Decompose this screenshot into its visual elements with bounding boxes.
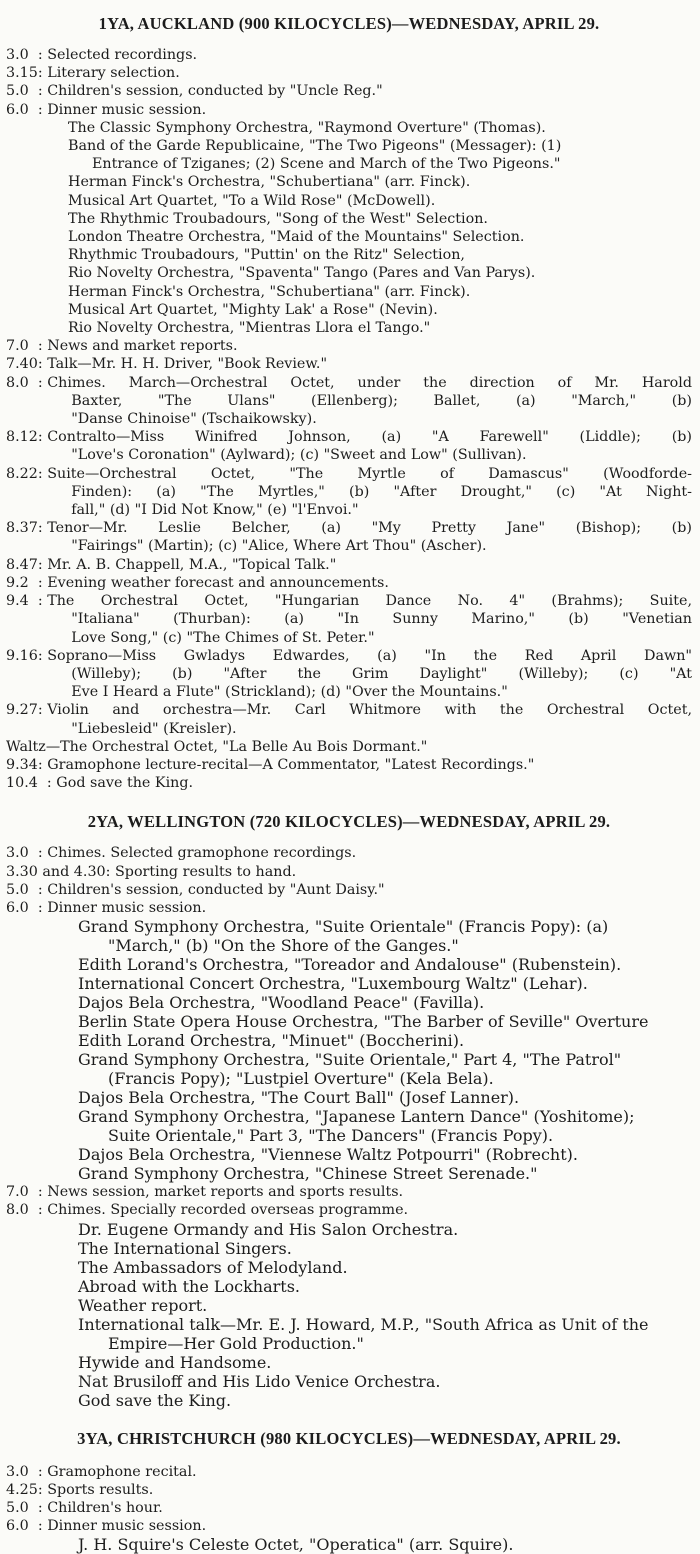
program-text-line: "Danse Chinoise" (Tschaikowsky). [71, 411, 317, 428]
program-text-line: Chimes. March—Orchestral Octet, under the direction of Mr. Harold [47, 374, 692, 391]
program-time: 6.0 : [6, 101, 48, 118]
program-time: 9.27: [6, 702, 48, 719]
program-text-line: Literary selection. [47, 65, 180, 82]
program-entry [6, 428, 692, 464]
program-entry [6, 46, 692, 64]
evening-program-list-1ya [6, 337, 692, 792]
program-entry [6, 844, 692, 862]
dinner-music-item: Edith Lorand Orchestra, "Minuet" (Boccherini). [78, 1031, 465, 1051]
program-time: 8.0 : [6, 374, 48, 391]
evening-program-list-2ya [6, 1183, 692, 1219]
program-text-line: Tenor—Mr. Leslie Belcher, (a) "My Pretty Jane" (Bishop); (b) [47, 520, 692, 537]
program-description [6, 738, 692, 756]
dinner-music-item: (Francis Popy); "Lustpiel Overture" (Kela Bela). [108, 1069, 494, 1089]
program-time: 5.0 : [6, 1499, 48, 1516]
program-time: 9.4 : [6, 593, 48, 610]
program-list-2ya [6, 844, 692, 917]
dinner-music-item: J. H. Squire's Celeste Octet, "Operatica" (arr. Squire). [78, 1535, 514, 1554]
dinner-music-item: Dajos Bela Orchestra, "Viennese Waltz Potpourri" (Robrecht). [78, 1145, 578, 1165]
program-description [47, 1499, 692, 1517]
dinner-music-item: Berlin State Opera House Orchestra, "The Barber of Seville" Overture [78, 1012, 649, 1032]
program-entry [6, 519, 692, 555]
program-text-line: The Orchestral Octet, "Hungarian Dance No. 4" (Brahms); Suite, [47, 593, 692, 610]
program-entry [6, 556, 692, 574]
program-description [47, 337, 692, 355]
dinner-music-item: Musical Art Quartet, "Mighty Lak' a Rose" (Nevin). [68, 301, 438, 318]
program-entry [6, 82, 692, 100]
program-entry [6, 1517, 692, 1535]
program-text-line: Sports results. [47, 1481, 154, 1498]
program-text-line: Contralto—Miss Winifred Johnson, (a) "A Farewell" (Liddle); (b) [47, 429, 692, 446]
program-description [47, 428, 692, 464]
overseas-programme-list-2ya [6, 1220, 692, 1410]
dinner-music-item: Rhythmic Troubadours, "Puttin' on the Ritz" Selection, [68, 247, 465, 264]
program-text-line: Love Song," (c) "The Chimes of St. Peter." [71, 629, 375, 646]
program-time: 7.40: [6, 356, 48, 373]
program-text-line: Chimes. Specially recorded overseas programme. [47, 1202, 409, 1219]
program-time: 7.0 : [6, 338, 48, 355]
dinner-music-item: Grand Symphony Orchestra, "Japanese Lantern Dance" (Yoshitome); [78, 1107, 635, 1127]
program-text-line: Mr. A. B. Chappell, M.A., "Topical Talk." [47, 556, 337, 573]
dinner-music-item: Entrance of Tziganes; (2) Scene and March of the Two Pigeons." [92, 156, 561, 173]
dinner-music-item: Edith Lorand's Orchestra, "Toreador and Andalouse" (Rubenstein). [78, 955, 622, 975]
program-text-line: "Fairings" (Martin); (c) "Alice, Where Art Thou" (Ascher). [71, 538, 487, 555]
program-entry [6, 64, 692, 82]
program-text-line: (Willeby); (b) "After the Grim Daylight" (Willeby); (c) "At [71, 665, 692, 682]
program-entry [6, 863, 692, 881]
program-text-line: "Love's Coronation" (Aylward); (c) "Sweet and Low" (Sullivan). [71, 447, 527, 464]
dinner-music-item: Weather report. [78, 1295, 208, 1315]
program-description [47, 1463, 692, 1481]
program-description [47, 556, 692, 574]
program-entry [6, 774, 692, 792]
station-header-3ya: 3YA, CHRISTCHURCH (980 KILOCYCLES)—WEDNESDAY, APRIL 29. [77, 1428, 621, 1448]
dinner-music-item: The Ambassadors of Melodyland. [78, 1257, 348, 1277]
dinner-music-item: Nat Brusiloff and His Lido Venice Orchestra. [78, 1371, 441, 1391]
station-header-1ya: 1YA, AUCKLAND (900 KILOCYCLES)—WEDNESDAY, APRIL 29. [98, 14, 600, 33]
dinner-music-item: Herman Finck's Orchestra, "Schubertiana" (arr. Finck). [68, 174, 471, 191]
program-description [47, 1481, 692, 1499]
program-entry [6, 647, 692, 702]
program-text-line: Gramophone recital. [47, 1463, 197, 1480]
dinner-music-item: Grand Symphony Orchestra, "Suite Orientale" (Francis Popy): (a) [78, 917, 609, 937]
program-text-line: Violin and orchestra—Mr. Carl Whitmore with the Orchestral Octet, [47, 702, 692, 719]
program-description [47, 647, 692, 702]
program-text-line: Sporting results to hand. [115, 863, 297, 880]
program-time: 9.34: [6, 756, 48, 773]
program-entry [6, 355, 692, 373]
program-text-line: God save the King. [56, 775, 194, 792]
dinner-music-item: "March," (b) "On the Shore of the Ganges." [108, 936, 459, 956]
program-entry [6, 738, 692, 756]
program-text-line: Talk—Mr. H. H. Driver, "Book Review." [47, 356, 328, 373]
program-time: 8.47: [6, 556, 48, 573]
program-description [47, 1201, 692, 1219]
program-text-line: Children's session, conducted by "Aunt Daisy." [47, 881, 385, 898]
program-time: 7.0 : [6, 1184, 48, 1201]
program-description [47, 701, 692, 737]
dinner-music-item: Musical Art Quartet, "To a Wild Rose" (McDowell). [68, 192, 436, 209]
dinner-music-item: Dr. Eugene Ormandy and His Salon Orchestra. [78, 1219, 459, 1239]
dinner-music-item: London Theatre Orchestra, "Maid of the Mountains" Selection. [68, 229, 525, 246]
program-entry [6, 592, 692, 647]
program-description [47, 46, 692, 64]
program-entry [6, 337, 692, 355]
page-top-margin [6, 0, 692, 8]
dinner-music-item: The Classic Symphony Orchestra, "Raymond Overture" (Thomas). [68, 119, 546, 136]
program-text-line: Evening weather forecast and announcements. [47, 574, 389, 591]
program-description [47, 574, 692, 592]
program-description [47, 82, 692, 100]
program-text-line: fall," (d) "I Did Not Know," (e) "l'Envoi." [71, 502, 359, 519]
program-text-line: Dinner music session. [47, 101, 207, 118]
program-description [47, 101, 692, 119]
program-description [47, 519, 692, 555]
program-text-line: Suite—Orchestral Octet, "The Myrtle of Damascus" (Woodforde- [47, 465, 692, 482]
program-list-3ya [6, 1463, 692, 1536]
program-entry [6, 701, 692, 737]
program-text-line: Finden): (a) "The Myrtles," (b) "After Drought," (c) "At Night- [71, 483, 692, 500]
program-description [47, 881, 692, 899]
dinner-music-item: International Concert Orchestra, "Luxembourg Waltz" (Lehar). [78, 974, 588, 994]
program-description [47, 355, 692, 373]
program-description [56, 774, 692, 792]
program-entry [6, 1201, 692, 1219]
program-time: 4.25: [6, 1481, 48, 1498]
program-description [47, 1517, 692, 1535]
program-time: 3.0 : [6, 47, 48, 63]
program-text-line: News session, market reports and sports results. [47, 1184, 404, 1201]
program-entry [6, 1499, 692, 1517]
dinner-music-item: Hywide and Handsome. [78, 1352, 272, 1372]
program-entry [6, 465, 692, 520]
dinner-music-item: Band of the Garde Republicaine, "The Two Pigeons" (Messager): (1) [68, 138, 562, 155]
program-text-line: Children's hour. [47, 1499, 163, 1516]
program-time: 9.2 : [6, 574, 48, 591]
program-text-line: Baxter, "The Ulans" (Ellenberg); Ballet, (a) "March," (b) [71, 392, 692, 409]
dinner-music-item: Abroad with the Lockharts. [78, 1276, 300, 1296]
program-time: 8.12: [6, 429, 48, 446]
program-entry [6, 101, 692, 119]
program-text-line: Soprano—Miss Gwladys Edwardes, (a) "In the Red April Dawn" [47, 647, 692, 664]
program-description [47, 64, 692, 82]
program-time: 8.0 : [6, 1202, 48, 1219]
program-entry [6, 1463, 692, 1481]
program-text-line: Dinner music session. [47, 899, 207, 916]
program-time: 3.0 : [6, 1463, 48, 1480]
dinner-music-item: Rio Novelty Orchestra, "Mientras Llora el Tango." [68, 320, 431, 337]
program-time: 9.16: [6, 647, 48, 664]
dinner-music-item: Suite Orientale," Part 3, "The Dancers" (Francis Popy). [108, 1126, 554, 1146]
program-time: 8.37: [6, 520, 48, 537]
program-entry [6, 1183, 692, 1201]
program-text-line: Chimes. Selected gramophone recordings. [47, 845, 357, 862]
program-text-line: Selected recordings. [47, 47, 198, 63]
dinner-music-item: Dajos Bela Orchestra, "The Court Ball" (Josef Lanner). [78, 1088, 520, 1108]
program-text-line: Gramophone lecture-recital—A Commentator, "Latest Recordings." [47, 756, 535, 773]
program-entry [6, 756, 692, 774]
program-time: 6.0 : [6, 1518, 48, 1535]
program-text-line: Waltz—The Orchestral Octet, "La Belle Au Bois Dormant." [6, 738, 428, 755]
program-time: 5.0 : [6, 881, 48, 898]
program-entry [6, 574, 692, 592]
program-time: 6.0 : [6, 899, 48, 916]
program-text-line: Dinner music session. [47, 1518, 207, 1535]
program-text-line: Children's session, conducted by "Uncle Reg." [47, 83, 383, 100]
program-time: 3.0 : [6, 845, 48, 862]
dinner-music-item: Herman Finck's Orchestra, "Schubertiana" (arr. Finck). [68, 283, 471, 300]
program-time: 3.30 and 4.30: [6, 863, 115, 880]
program-time: 3.15: [6, 65, 48, 82]
program-description [47, 374, 692, 429]
dinner-music-item: Empire—Her Gold Production." [108, 1333, 364, 1353]
program-time: 10.4 : [6, 775, 57, 792]
dinner-music-item: Rio Novelty Orchestra, "Spaventa" Tango (Pares and Van Parys). [68, 265, 536, 282]
program-description [47, 465, 692, 520]
program-text-line: "Liebesleid" (Kreisler). [71, 720, 237, 737]
dinner-music-item: God save the King. [78, 1390, 232, 1410]
dinner-music-list-2ya [6, 917, 692, 1183]
dinner-music-item: Grand Symphony Orchestra, "Suite Orientale," Part 4, "The Patrol" [78, 1050, 622, 1070]
program-description [47, 1183, 692, 1201]
dinner-music-item: Dajos Bela Orchestra, "Woodland Peace" (Favilla). [78, 993, 485, 1013]
dinner-music-list-3ya [6, 1535, 692, 1554]
dinner-music-item: The International Singers. [78, 1238, 292, 1258]
program-text-line: News and market reports. [47, 338, 238, 355]
program-list-1ya [6, 46, 692, 119]
program-description [115, 863, 692, 881]
dinner-music-item: Grand Symphony Orchestra, "Chinese Street Serenade." [78, 1164, 538, 1184]
program-entry [6, 374, 692, 429]
program-entry [6, 881, 692, 899]
program-time: 5.0 : [6, 83, 48, 100]
program-text-line: Eve I Heard a Flute" (Strickland); (d) "Over the Mountains." [71, 684, 508, 701]
program-text-line: "Italiana" (Thurban): (a) "In Sunny Marino," (b) "Venetian [71, 611, 692, 628]
program-entry [6, 1481, 692, 1499]
dinner-music-item: International talk—Mr. E. J. Howard, M.P., "South Africa as Unit of the [78, 1314, 649, 1334]
program-description [47, 844, 692, 862]
program-entry [6, 899, 692, 917]
dinner-music-list-1ya [6, 119, 692, 337]
station-header-2ya: 2YA, WELLINGTON (720 KILOCYCLES)—WEDNESDAY, APRIL 29. [87, 812, 611, 832]
dinner-music-item: The Rhythmic Troubadours, "Song of the West" Selection. [68, 210, 488, 227]
program-description [47, 899, 692, 917]
program-description [47, 756, 692, 774]
program-time: 8.22: [6, 465, 48, 482]
program-description [47, 592, 692, 647]
